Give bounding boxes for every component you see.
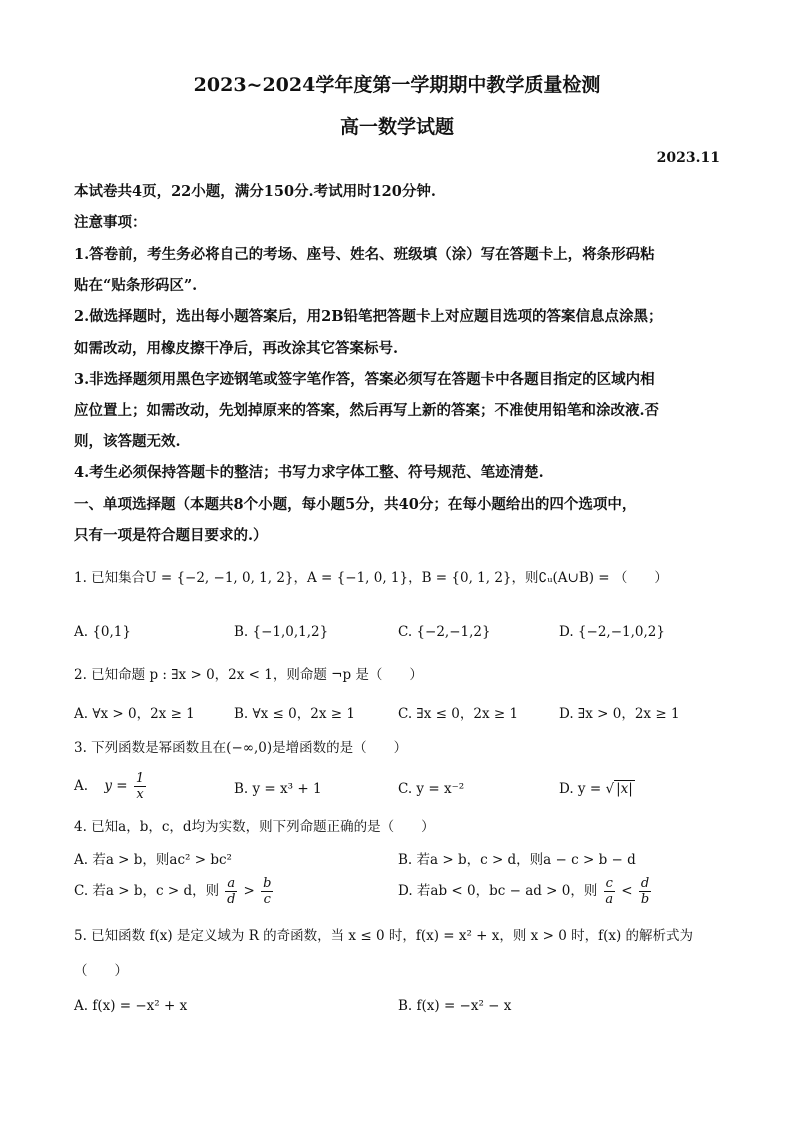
q5-option-b: B. f(x) = −x² − x [398,998,512,1014]
q4-c-num-2: b [263,876,272,891]
q2-option-c: C. ∃x ≤ 0，2x ≥ 1 [398,706,519,722]
q3-option-c: C. y = x⁻² [398,781,465,797]
notice-2b: 如需改动，用橡皮擦干净后，再改涂其它答案标号. [74,340,399,357]
notice-1a: 1.答卷前，考生务必将自己的考场、座号、姓名、班级填（涂）写在答题卡上，将条形码粘 [74,246,655,263]
question-1-stem: 1. 已知集合U = {−2, −1, 0, 1, 2}，A = {−1, 0, 1}，B = {0, 1, 2}，则∁ᵤ(A∪B) = （ ） [74,570,668,586]
q4-c-prefix: C. 若a > b，c > d，则 [74,883,220,899]
q1-option-d: D. {−2,−1,0,2} [559,624,665,640]
q4-c-num-1: a [227,876,236,891]
q3-option-a [74,771,148,802]
q4-c-frac-2 [261,876,273,907]
notice-title: 注意事项： [74,214,147,231]
section-heading-2: 只有一项是符合题目要求的.） [74,527,268,544]
q4-d-num-1: c [605,876,613,891]
exam-date: 2023.11 [656,150,720,166]
q4-d-relation: < [621,883,633,899]
question-5-stem: 5. 已知函数 f(x) 是定义域为 R 的奇函数，当 x ≤ 0 时，f(x) = x² + x，则 x > 0 时，f(x) 的解析式为 [74,928,694,944]
q5-option-a: A. f(x) = −x² + x [74,998,188,1014]
q3-a-numerator: 1 [135,771,145,786]
sqrt-icon: √ [605,781,615,797]
q4-d-frac-2 [639,876,651,907]
q4-d-frac-1 [604,876,615,907]
q3-a-lhs: y = [104,778,128,794]
q1-option-b: B. {−1,0,1,2} [234,624,329,640]
question-5-paren: （ ） [74,963,128,979]
notice-3b: 应位置上；如需改动，先划掉原来的答案，然后再写上新的答案；不准使用铅笔和涂改液.否 [74,402,660,419]
q3-option-b: B. y = x³ + 1 [234,781,322,797]
question-3-stem: 3. 下列函数是幂函数且在(−∞,0)是增函数的是（ ） [74,740,408,756]
section-heading-1: 一、单项选择题（本题共8个小题，每小题5分，共40分；在每小题给出的四个选项中， [74,496,637,513]
q4-option-c [74,876,275,907]
q4-c-den-1: d [227,892,236,907]
q3-a-fraction [134,771,146,802]
question-4-stem: 4. 已知a，b，c，d均为实数，则下列命题正确的是（ ） [74,819,435,835]
q3-option-d [559,781,635,797]
exam-title: 2023~2024学年度第一学期期中教学质量检测 [193,74,601,96]
q4-option-a: A. 若a > b，则ac² > bc² [74,852,232,868]
q3-a-prefix: A. [74,778,89,794]
intro-line: 本试卷共4页，22小题，满分150分.考试用时120分钟. [74,183,436,200]
q4-d-prefix: D. 若ab < 0，bc − ad > 0，则 [398,883,598,899]
q4-option-d [398,876,653,907]
q3-d-prefix: D. y = [559,781,602,797]
q3-d-radicand: |x| [616,781,633,797]
q4-c-frac-1 [225,876,237,907]
q2-option-d: D. ∃x > 0，2x ≥ 1 [559,706,680,722]
q2-option-b: B. ∀x ≤ 0，2x ≥ 1 [234,706,355,722]
notice-4: 4.考生必须保持答题卡的整洁；书写力求字体工整、符号规范、笔迹清楚. [74,464,544,481]
notice-2a: 2.做选择题时，选出每小题答案后，用2B铅笔把答题卡上对应题目选项的答案信息点涂黑； [74,308,663,325]
q4-c-relation: > [243,883,255,899]
q4-d-num-2: d [640,876,650,891]
q4-d-den-2: b [640,892,650,907]
notice-1b: 贴在“贴条形码区”. [74,277,198,294]
q3-a-denominator: x [136,787,144,802]
question-2-stem: 2. 已知命题 p : ∃x > 0，2x < 1，则命题 ¬p 是（ ） [74,667,423,683]
exam-subtitle: 高一数学试题 [339,116,454,138]
notice-3c: 则，该答题无效. [74,433,181,450]
q2-option-a: A. ∀x > 0，2x ≥ 1 [74,706,195,722]
q1-option-c: C. {−2,−1,2} [398,624,491,640]
q4-option-b: B. 若a > b，c > d，则a − c > b − d [398,852,636,868]
q4-c-den-2: c [263,892,271,907]
q1-option-a: A. {0,1} [74,624,131,640]
notice-3a: 3.非选择题须用黑色字迹钢笔或签字笔作答，答案必须写在答题卡中各题目指定的区域内相 [74,371,655,388]
q4-d-den-1: a [605,892,614,907]
